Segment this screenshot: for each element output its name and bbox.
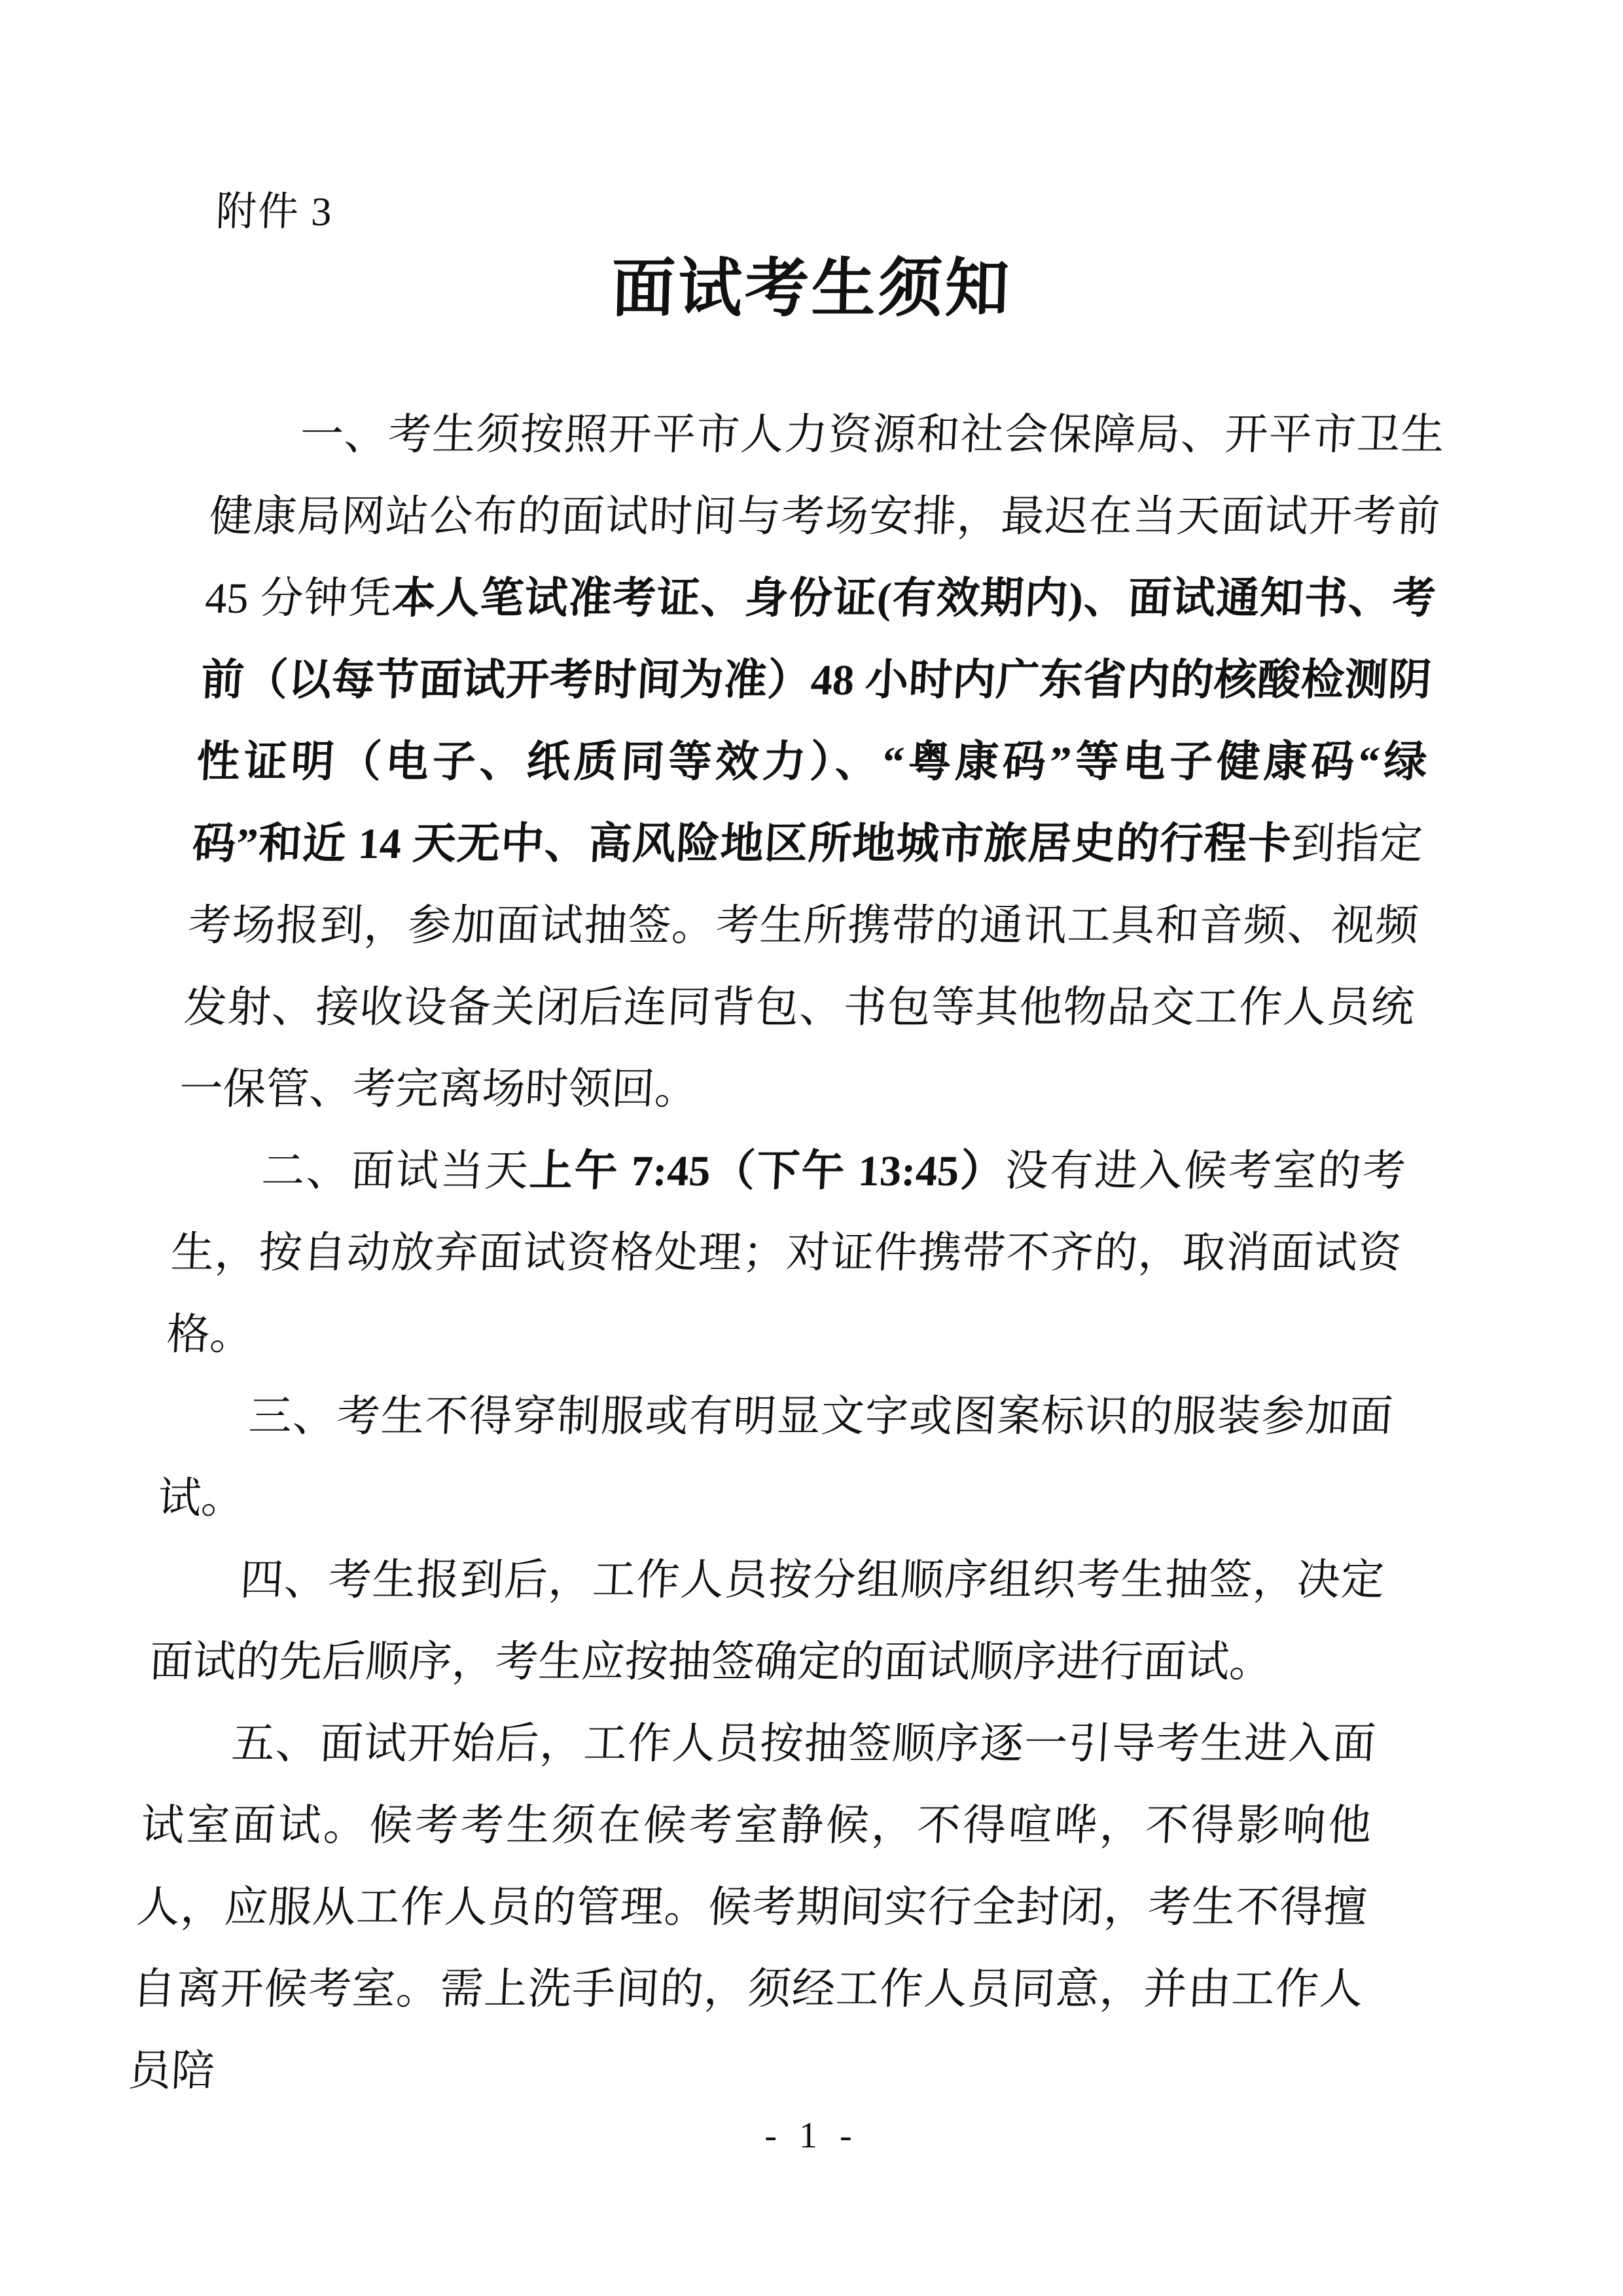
text-run: 五、面试开始后，工作人员按抽签顺序逐一引导考生进入面试室面试。候考考生须在候考室静候，不得喧哗，不得影响他人，应服从工作人员的管理。候考期间实行全封闭，考生不得擅自离开候考室。需上洗手间的，须经工作人员同意，并由工作人员陪 (126, 1720, 1377, 2095)
document-body (126, 394, 1446, 2112)
text-run: 没有进入候考室的考生，按自动放弃面试资格处理；对证件携带不齐的，取消面试资格。 (165, 1147, 1407, 1359)
text-run: 二、面试当天 (260, 1147, 531, 1195)
paragraph (177, 394, 1446, 1130)
text-run: 一、考生须按照开平市人力资源和社会保障局、开平市卫生健康局网站公布的面试时间与考场安排，最迟在当天面试开考前 45 分钟凭 (204, 411, 1446, 622)
text-run: 到指定考场报到，参加面试抽签。考生所携带的通讯工具和音频、视频发射、接收设备关闭后连同背包、书包等其他物品交工作人员统一保管、考完离场时领回。 (178, 820, 1424, 1113)
paragraph (126, 1703, 1378, 2112)
attachment-label: 附件 3 (215, 190, 334, 234)
text-run: 三、考生不得穿制服或有明显文字或图案标识的服装参加面试。 (156, 1393, 1395, 1522)
text-run-bold: 本人笔试准考证、身份证(有效期内)、面试通知书、考前（以每节面试开考时间为准）48 小时内广东省内的核酸检测阴性证明（电子、纸质同等效力）、“粤康码”等电子健康码“绿码”和近 14 天无中、高风险地区所地城市旅居史的行程卡 (191, 575, 1437, 868)
text-run: 四、考生报到后，工作人员按分组顺序组织考生抽签，决定面试的先后顺序，考生应按抽签确定的面试顺序进行面试。 (148, 1556, 1385, 1686)
page-title: 面试考生须知 (610, 254, 1013, 325)
footer-page-number: - 1 - (764, 2115, 859, 2156)
paragraph (147, 1539, 1386, 1703)
paragraph (164, 1130, 1408, 1376)
paragraph (156, 1376, 1395, 1539)
text-run-bold: 上午 7:45（下午 13:45） (528, 1147, 1007, 1195)
